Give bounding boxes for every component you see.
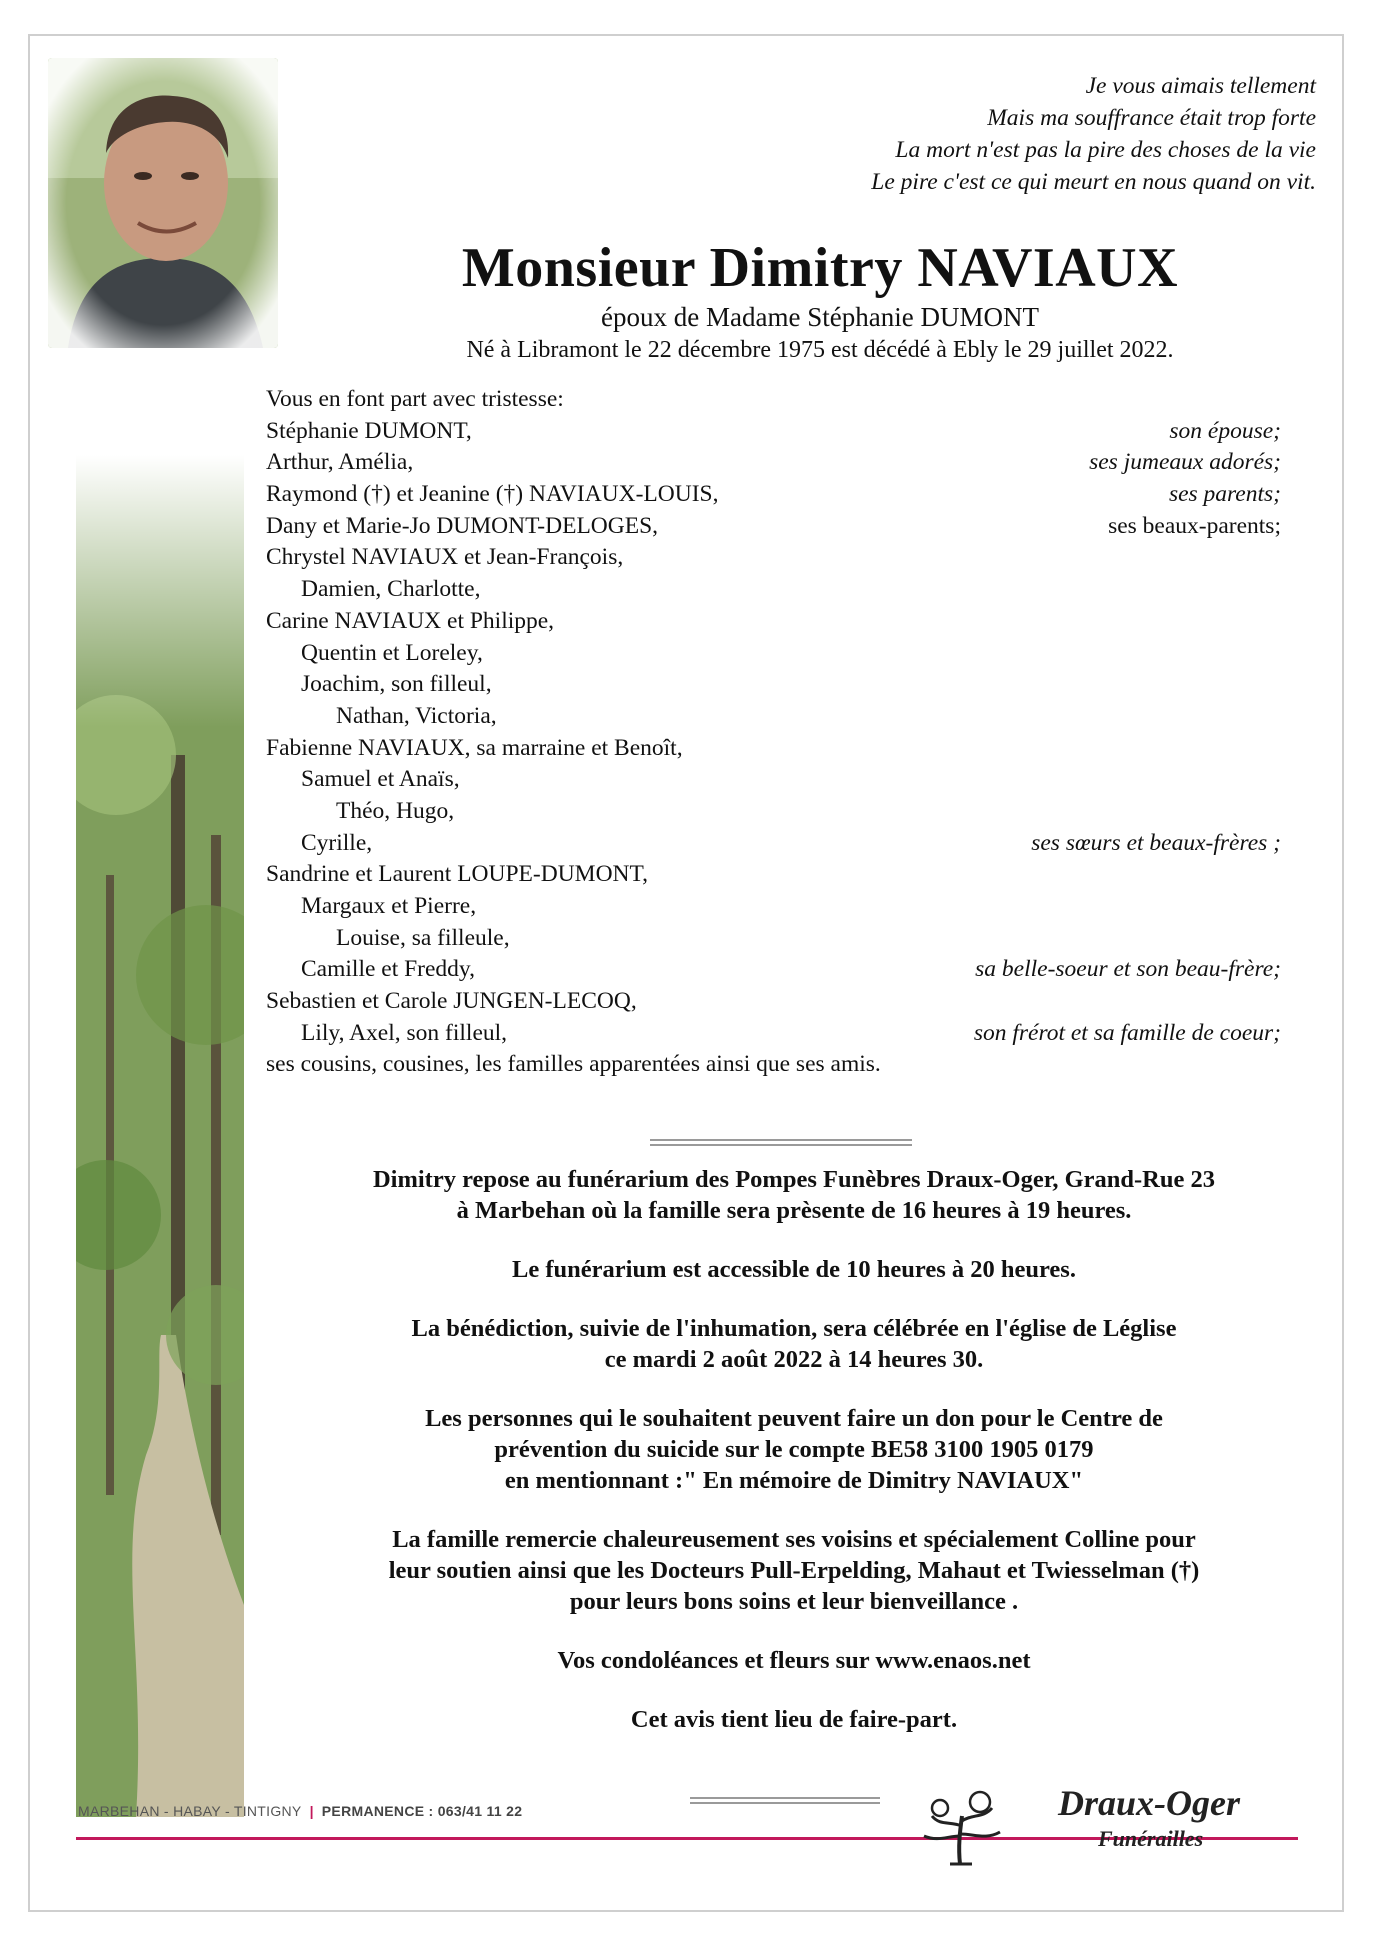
deceased-name: Monsieur Dimitry NAVIAUX — [461, 237, 1179, 299]
donation-paragraph: Les personnes qui le souhaitent peuvent faire un don pour le Centre de prévention du suicide sur le compte BE58 3100 1905 0179 en mentionnant :" En mémoire de Dimitry NAVIAUX" — [425, 1405, 1163, 1494]
family-row: Damien, Charlotte, — [301, 576, 481, 603]
family-row: Raymond (†) et Jeanine (†) NAVIAUX-LOUIS, ses parents; — [266, 481, 1281, 508]
family-row: Stéphanie DUMONT, son épouse; — [266, 417, 1281, 444]
family-row: Carine NAVIAUX et Philippe, — [266, 607, 555, 634]
opening-hours-paragraph: Le funérarium est accessible de 10 heures à 20 heures. — [512, 1256, 1076, 1283]
family-row: Samuel et Anaïs, — [301, 766, 460, 793]
portrait-photo — [48, 58, 278, 348]
notice-paragraph: Cet avis tient lieu de faire-part. — [630, 1706, 958, 1733]
footer-permanence: PERMANENCE : 063/41 11 22 — [321, 1803, 523, 1819]
logo-name: Draux-Oger — [1058, 1783, 1241, 1823]
funerarium-paragraph: Dimitry repose au funérarium des Pompes Funèbres Draux-Oger, Grand-Rue 23 à Marbehan où la famille sera prèsente de 16 heures à 19 heures. — [372, 1166, 1216, 1224]
ceremony-info — [264, 1164, 1324, 1763]
footer-contact — [78, 1803, 522, 1819]
poem-line: Le pire c'est ce qui meurt en nous quand on vit. — [871, 169, 1316, 195]
family-row: Sandrine et Laurent LOUPE-DUMONT, — [266, 861, 649, 888]
family-row: Dany et Marie-Jo DUMONT-DELOGES, ses beaux-parents; — [266, 512, 1281, 539]
family-row: Fabienne NAVIAUX, sa marraine et Benoît, — [266, 734, 683, 761]
forest-path-image — [76, 455, 244, 1817]
family-row: Cyrille, ses sœurs et beaux-frères ; — [301, 829, 1281, 856]
family-intro: Vous en font part avec tristesse: — [266, 386, 564, 412]
footer-separator: | — [309, 1803, 314, 1819]
poem-line: Je vous aimais tellement — [1085, 73, 1316, 99]
family-closing: ses cousins, cousines, les familles apparentées ainsi que ses amis. — [266, 1051, 881, 1078]
family-row: Lily, Axel, son filleul, son frérot et sa famille de coeur; — [301, 1019, 1281, 1046]
family-row: Théo, Hugo, — [336, 797, 455, 824]
family-row: Louise, sa filleule, — [336, 924, 510, 951]
footer-locations: MARBEHAN - HABAY - TINTIGNY — [78, 1803, 302, 1819]
poem-line: Mais ma souffrance était trop forte — [987, 105, 1316, 131]
poem-line: La mort n'est pas la pire des choses de la vie — [895, 137, 1316, 163]
tree-logo-icon — [910, 1786, 1010, 1866]
ceremony-paragraph: La bénédiction, suivie de l'inhumation, sera célébrée en l'église de Léglise ce mardi 2 août 2022 à 14 heures 30. — [411, 1315, 1177, 1373]
separator-line — [650, 1139, 912, 1146]
family-row: Margaux et Pierre, — [301, 893, 477, 919]
birth-death-line: Né à Libramont le 22 décembre 1975 est décédé à Ebly le 29 juillet 2022. — [466, 337, 1174, 363]
poem — [871, 70, 1316, 198]
condolences-paragraph: Vos condoléances et fleurs sur www.enaos.net — [557, 1647, 1031, 1674]
family-row: Sebastien et Carole JUNGEN-LECOQ, — [266, 988, 637, 1015]
family-row: Nathan, Victoria, — [336, 702, 497, 729]
family-row: Joachim, son filleul, — [301, 671, 492, 698]
family-list — [266, 384, 1281, 1081]
thanks-paragraph: La famille remercie chaleureusement ses voisins et spécialement Colline pour leur soutien ainsi que les Docteurs Pull-Erpelding, Mahaut et Twiesselman (†) pour leurs bons soins et leur bienveillance . — [388, 1526, 1200, 1615]
family-row: Chrystel NAVIAUX et Jean-François, — [266, 544, 624, 571]
family-row: Camille et Freddy, sa belle-soeur et son beau-frère; — [301, 956, 1281, 983]
logo-subtitle: Funérailles — [1098, 1826, 1204, 1851]
spouse-line: époux de Madame Stéphanie DUMONT — [601, 302, 1039, 332]
family-row: Quentin et Loreley, — [301, 639, 483, 666]
family-row: Arthur, Amélia, ses jumeaux adorés; — [266, 449, 1281, 476]
separator-line — [690, 1797, 880, 1804]
